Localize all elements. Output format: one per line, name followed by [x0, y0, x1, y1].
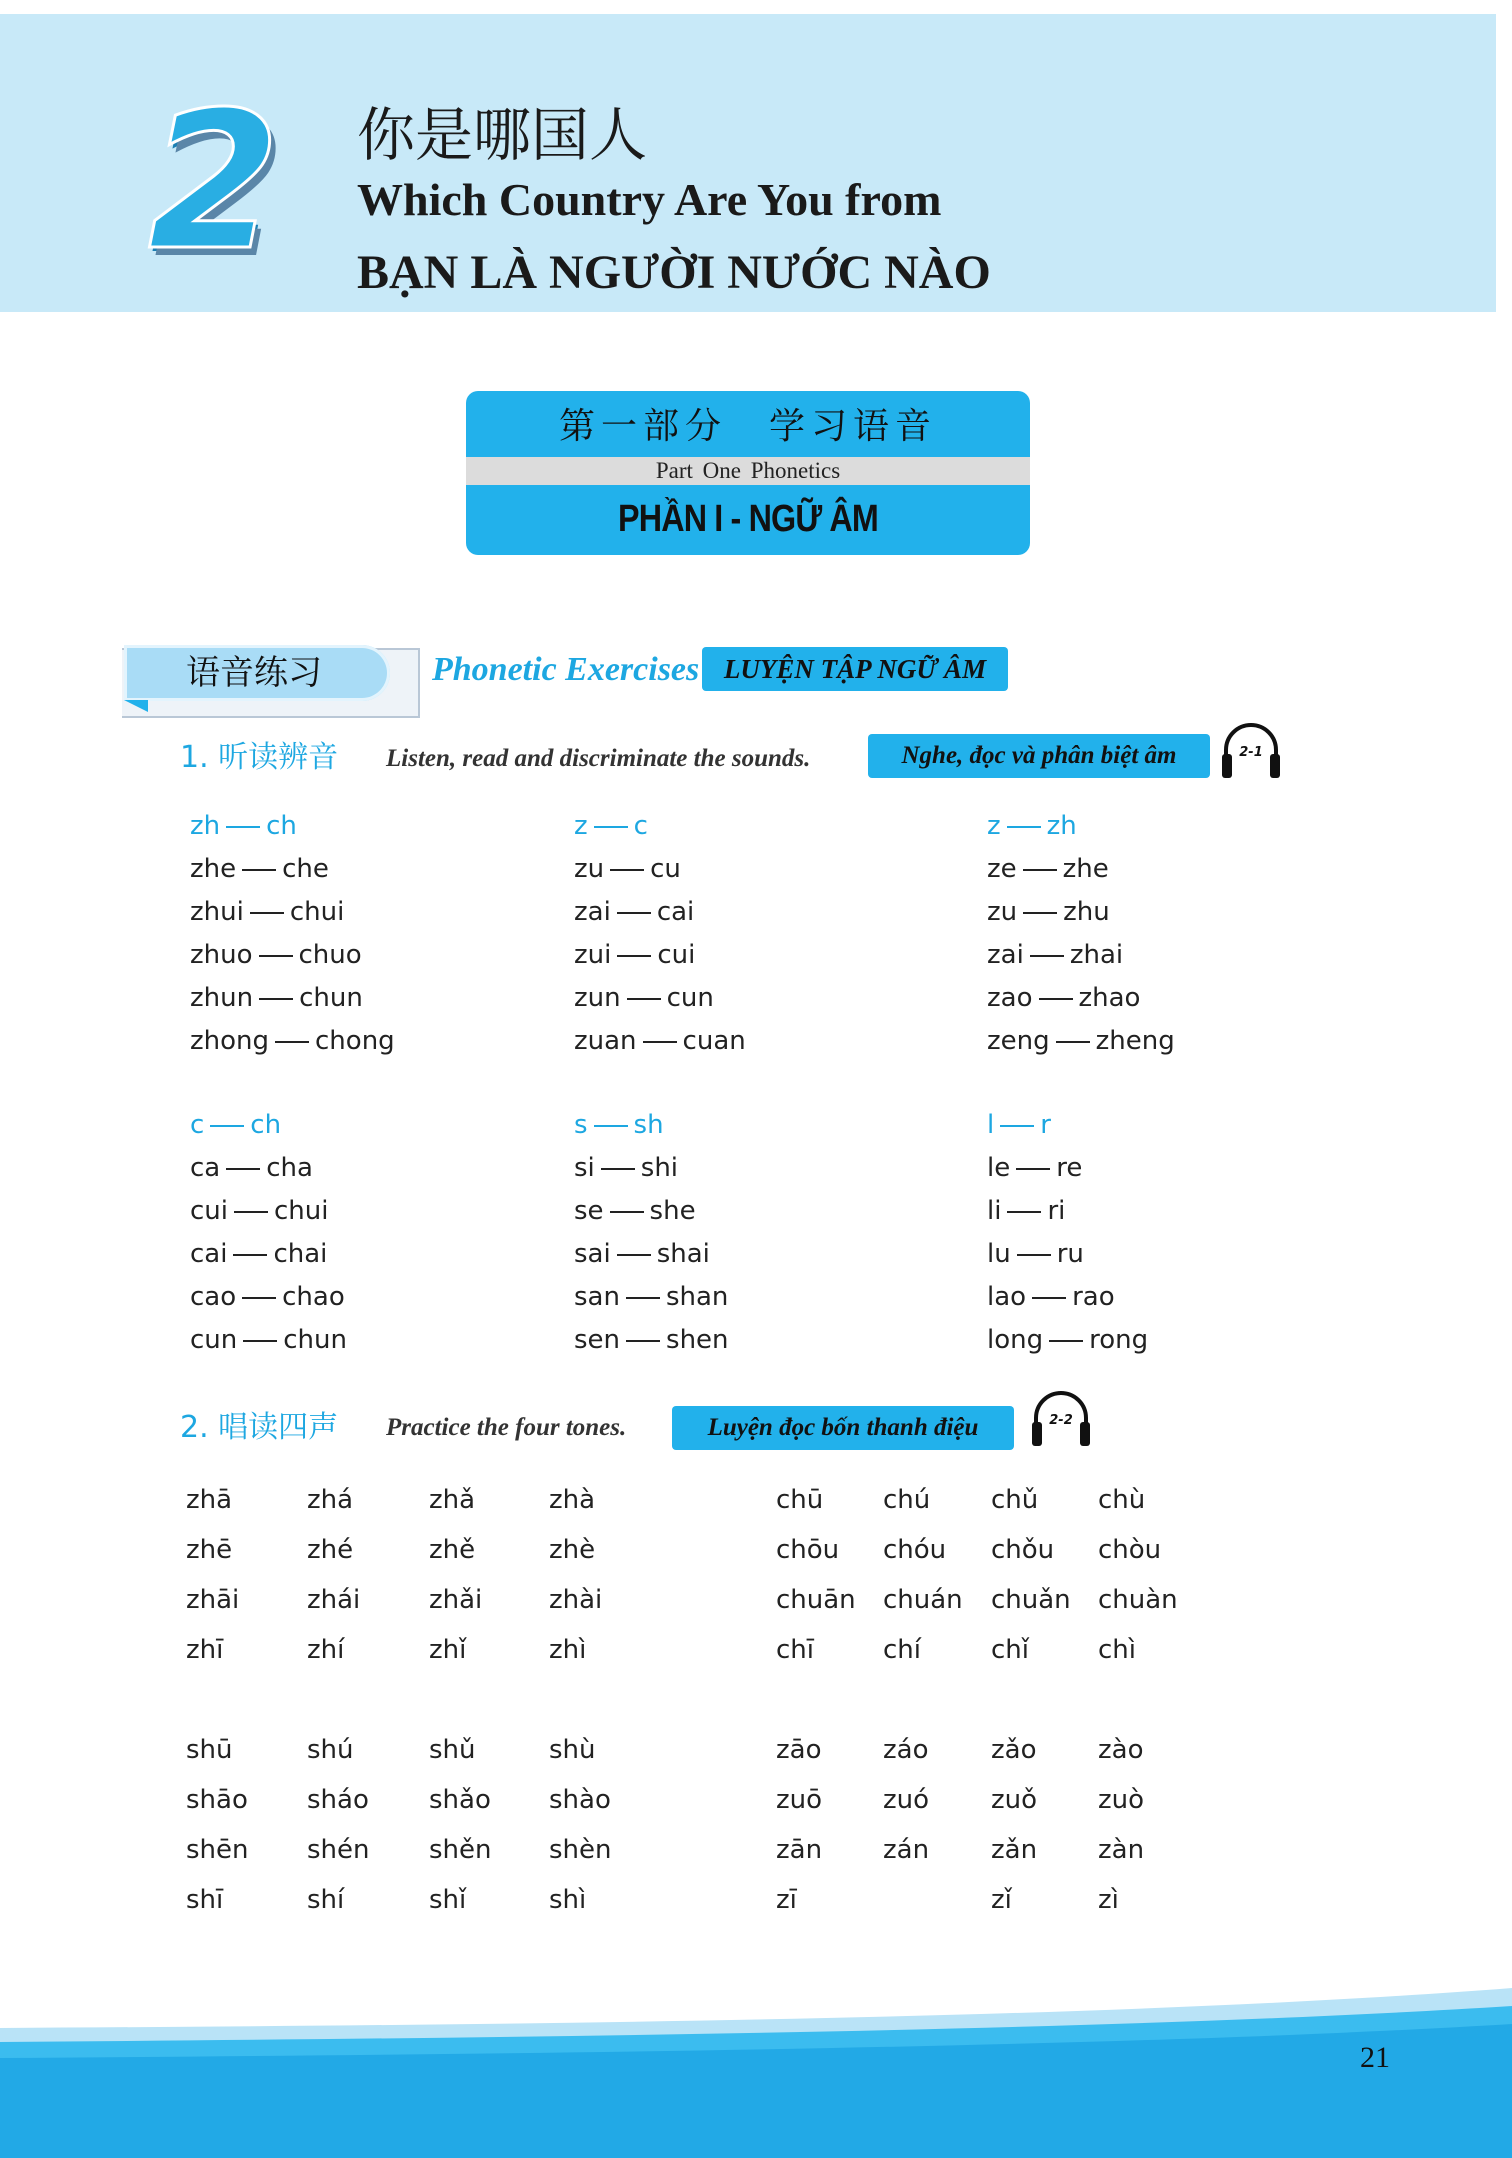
- pair-row: [987, 1319, 1367, 1362]
- tone-syllable: shèn: [549, 1835, 612, 1865]
- pair-row: [574, 848, 954, 891]
- dash-separator: [617, 955, 651, 957]
- part-band: [466, 457, 1030, 485]
- tone-syllable: shǔ: [429, 1735, 476, 1765]
- pair-row-heading: [190, 805, 570, 848]
- tone-syllable: zuò: [1098, 1785, 1145, 1815]
- pair-group: [574, 805, 954, 1063]
- section-tab-corner: [124, 700, 148, 712]
- tone-syllable: shén: [307, 1835, 370, 1865]
- dash-separator: [594, 1125, 628, 1127]
- audio-track-label: 2-1: [1239, 745, 1263, 760]
- tone-syllable: zì: [1098, 1885, 1119, 1915]
- syllable: z: [574, 811, 588, 841]
- pair-row: [574, 977, 954, 1020]
- pair-row: [574, 1319, 954, 1362]
- syllable: zai: [987, 940, 1024, 970]
- syllable: shen: [666, 1325, 729, 1355]
- pair-row: [987, 1147, 1367, 1190]
- syllable: cui: [657, 940, 696, 970]
- tone-syllable: zhǎ: [429, 1485, 476, 1515]
- tone-syllable: zuō: [776, 1785, 823, 1815]
- pair-row: [987, 1190, 1367, 1233]
- pair-group: [190, 805, 570, 1063]
- tone-syllable: chì: [1098, 1635, 1136, 1665]
- syllable: si: [574, 1153, 595, 1183]
- dash-separator: [627, 998, 661, 1000]
- page-number: 21: [1360, 2041, 1390, 2074]
- syllable: rong: [1089, 1325, 1149, 1355]
- tone-syllable: shāo: [186, 1785, 248, 1815]
- syllable: shai: [656, 1239, 710, 1269]
- syllable: long: [987, 1325, 1044, 1355]
- tone-syllable: chuān: [776, 1585, 856, 1615]
- dash-separator: [233, 1254, 267, 1256]
- tone-syllable: chǐ: [991, 1635, 1029, 1665]
- dash-separator: [1023, 912, 1057, 914]
- headphones-icon[interactable]: [1028, 1388, 1094, 1450]
- pair-row: [987, 977, 1367, 1020]
- syllable: shi: [640, 1153, 679, 1183]
- pair-group: [574, 1104, 954, 1362]
- dash-separator: [1032, 1297, 1066, 1299]
- syllable: zai: [574, 897, 611, 927]
- dash-separator: [1023, 869, 1057, 871]
- syllable: ru: [1056, 1239, 1084, 1269]
- pair-row: [574, 1147, 954, 1190]
- pair-row-heading: [190, 1104, 570, 1147]
- dash-separator: [1030, 955, 1064, 957]
- syllable: zun: [574, 983, 621, 1013]
- tone-syllable: shú: [307, 1735, 354, 1765]
- dash-separator: [242, 869, 276, 871]
- tone-syllable: záo: [883, 1735, 929, 1765]
- dash-separator: [610, 1211, 644, 1213]
- pair-row-heading: [574, 1104, 954, 1147]
- syllable: chui: [289, 897, 345, 927]
- pair-row: [574, 891, 954, 934]
- pair-row: [987, 1020, 1367, 1063]
- syllable: z: [987, 811, 1001, 841]
- syllable: zhe: [1062, 854, 1109, 884]
- tone-syllable: chú: [883, 1485, 931, 1515]
- tone-syllable: shì: [549, 1885, 587, 1915]
- syllable: chao: [282, 1282, 345, 1312]
- tone-syllable: zhí: [307, 1635, 345, 1665]
- syllable: chun: [299, 983, 363, 1013]
- syllable: sh: [633, 1110, 664, 1140]
- dash-separator: [617, 1254, 651, 1256]
- part-title-vi: PHẦN I - NGỮ ÂM: [618, 498, 878, 540]
- pair-group: [190, 1104, 570, 1362]
- part-title-cn: 第一部分 学习语音: [558, 406, 937, 447]
- dash-separator: [226, 826, 260, 828]
- tone-syllable: chī: [776, 1635, 814, 1665]
- syllable: zh: [190, 811, 221, 841]
- pair-row: [190, 1319, 570, 1362]
- pair-row: [190, 1020, 570, 1063]
- pair-group: [987, 1104, 1367, 1362]
- dash-separator: [1056, 1041, 1090, 1043]
- dash-separator: [226, 1168, 260, 1170]
- dash-separator: [259, 998, 293, 1000]
- dash-separator: [1039, 998, 1073, 1000]
- syllable: ch: [250, 1110, 282, 1140]
- tone-syllable: zán: [883, 1835, 930, 1865]
- syllable: zhai: [1069, 940, 1124, 970]
- syllable: zhui: [190, 897, 244, 927]
- section-title-cn: 语音练习: [186, 653, 322, 693]
- tone-syllable: chōu: [776, 1535, 840, 1565]
- tone-syllable: zhē: [186, 1535, 233, 1565]
- tone-syllable: zhāi: [186, 1585, 240, 1615]
- syllable: cun: [666, 983, 714, 1013]
- part-title-en: Part One Phonetics: [655, 458, 841, 483]
- tone-syllable: chǒu: [991, 1535, 1055, 1565]
- exercise2-title-cn: 2. 唱读四声: [180, 1410, 339, 1445]
- tone-syllable: chí: [883, 1635, 921, 1665]
- part-box: [466, 391, 1030, 555]
- chapter-title-en: Which Country Are You from: [357, 174, 942, 225]
- tone-syllable: zhǐ: [429, 1635, 467, 1665]
- dash-separator: [626, 1340, 660, 1342]
- tone-syllable: zàn: [1098, 1835, 1145, 1865]
- tone-syllable: zhì: [549, 1635, 587, 1665]
- syllable: cu: [650, 854, 681, 884]
- tone-syllable: zhá: [307, 1485, 354, 1515]
- syllable: rao: [1072, 1282, 1115, 1312]
- tone-syllable: shù: [549, 1735, 596, 1765]
- tone-syllable: zào: [1098, 1735, 1144, 1765]
- dash-separator: [1000, 1125, 1034, 1127]
- pair-row: [190, 1147, 570, 1190]
- syllable: cuan: [682, 1026, 746, 1056]
- pair-row: [987, 934, 1367, 977]
- tone-syllable: shào: [549, 1785, 611, 1815]
- dash-separator: [1007, 1211, 1041, 1213]
- audio-track-label: 2-2: [1049, 1413, 1073, 1428]
- pair-row: [574, 934, 954, 977]
- pair-row: [190, 1190, 570, 1233]
- tone-syllable: chǔ: [991, 1485, 1039, 1515]
- tone-syllable: chóu: [883, 1535, 947, 1565]
- syllable: ca: [190, 1153, 221, 1183]
- pair-row: [987, 1276, 1367, 1319]
- syllable: sai: [574, 1239, 611, 1269]
- chapter-number: 2: [148, 71, 281, 292]
- syllable: zu: [987, 897, 1018, 927]
- syllable: cai: [190, 1239, 228, 1269]
- dash-separator: [1007, 826, 1041, 828]
- dash-separator: [259, 955, 293, 957]
- chapter-title-cn: 你是哪国人: [357, 101, 648, 169]
- syllable: zhao: [1078, 983, 1141, 1013]
- tone-syllable: shū: [186, 1735, 233, 1765]
- pair-row: [987, 891, 1367, 934]
- tone-syllable: shěn: [429, 1835, 492, 1865]
- dash-separator: [243, 1340, 277, 1342]
- tone-syllable: zī: [776, 1885, 797, 1915]
- syllable: lao: [987, 1282, 1027, 1312]
- exercise1-title-vi: Nghe, đọc và phân biệt âm: [868, 734, 1210, 778]
- syllable: cui: [190, 1196, 228, 1226]
- syllable: zui: [574, 940, 612, 970]
- tone-syllable: shǐ: [429, 1885, 467, 1915]
- tone-syllable: zhè: [549, 1535, 596, 1565]
- tone-syllable: chòu: [1098, 1535, 1162, 1565]
- syllable: zuan: [574, 1026, 637, 1056]
- syllable: zheng: [1095, 1026, 1175, 1056]
- syllable: ri: [1047, 1196, 1066, 1226]
- dash-separator: [250, 912, 284, 914]
- exercise2-title-en: Practice the four tones.: [386, 1414, 627, 1441]
- syllable: chong: [315, 1026, 395, 1056]
- pair-group: [987, 805, 1367, 1063]
- pair-row: [574, 1020, 954, 1063]
- syllable: sen: [574, 1325, 621, 1355]
- dash-separator: [242, 1297, 276, 1299]
- syllable: zhun: [190, 983, 254, 1013]
- tone-syllable: zuǒ: [991, 1785, 1038, 1815]
- dash-separator: [1016, 1168, 1050, 1170]
- dash-separator: [1049, 1340, 1083, 1342]
- tone-syllable: zān: [776, 1835, 823, 1865]
- dash-separator: [234, 1211, 268, 1213]
- syllable: c: [633, 811, 648, 841]
- tone-syllable: zhǎi: [429, 1585, 483, 1615]
- pair-row: [190, 977, 570, 1020]
- tone-syllable: zhī: [186, 1635, 224, 1665]
- tone-syllable: zhě: [429, 1535, 476, 1565]
- syllable: shan: [665, 1282, 729, 1312]
- syllable: l: [987, 1110, 995, 1140]
- dash-separator: [610, 869, 644, 871]
- section-title-en: Phonetic Exercises: [432, 651, 700, 688]
- pair-row: [190, 891, 570, 934]
- syllable: s: [574, 1110, 588, 1140]
- dash-separator: [617, 912, 651, 914]
- pair-row-heading: [987, 805, 1367, 848]
- syllable: zhong: [190, 1026, 270, 1056]
- tone-syllable: zhé: [307, 1535, 354, 1565]
- tone-syllable: zhā: [186, 1485, 233, 1515]
- syllable: zhe: [190, 854, 237, 884]
- syllable: zao: [987, 983, 1033, 1013]
- syllable: cun: [190, 1325, 238, 1355]
- syllable: ch: [266, 811, 297, 841]
- pair-row-heading: [987, 1104, 1367, 1147]
- syllable: le: [987, 1153, 1011, 1183]
- syllable: che: [282, 854, 329, 884]
- syllable: cao: [190, 1282, 237, 1312]
- dash-separator: [275, 1041, 309, 1043]
- tone-syllable: zǎo: [991, 1735, 1037, 1765]
- syllable: zh: [1046, 811, 1077, 841]
- syllable: lu: [987, 1239, 1011, 1269]
- pair-row: [574, 1276, 954, 1319]
- dash-separator: [210, 1125, 244, 1127]
- syllable: chai: [273, 1239, 328, 1269]
- tone-syllable: shī: [186, 1885, 224, 1915]
- pair-row: [987, 848, 1367, 891]
- exercise1-title-en: Listen, read and discriminate the sounds.: [386, 745, 811, 772]
- dash-separator: [601, 1168, 635, 1170]
- tone-syllable: zǐ: [991, 1885, 1012, 1915]
- pair-row: [190, 1233, 570, 1276]
- tone-syllable: chuàn: [1098, 1585, 1178, 1615]
- pair-row: [190, 848, 570, 891]
- tone-syllable: zhà: [549, 1485, 596, 1515]
- tone-syllable: shí: [307, 1885, 345, 1915]
- syllable: cai: [656, 897, 695, 927]
- dash-separator: [626, 1297, 660, 1299]
- syllable: c: [190, 1110, 205, 1140]
- tone-syllable: zuó: [883, 1785, 930, 1815]
- syllable: r: [1040, 1110, 1051, 1140]
- syllable: zu: [574, 854, 605, 884]
- pair-row: [574, 1233, 954, 1276]
- section-title-vi: LUYỆN TẬP NGỮ ÂM: [702, 647, 1008, 691]
- syllable: li: [987, 1196, 1002, 1226]
- pair-row: [987, 1233, 1367, 1276]
- syllable: chun: [283, 1325, 347, 1355]
- chapter-title-vi: BẠN LÀ NGƯỜI NƯỚC NÀO: [357, 246, 991, 299]
- tone-syllable: shǎo: [429, 1785, 491, 1815]
- dash-separator: [594, 826, 628, 828]
- syllable: ze: [987, 854, 1017, 884]
- syllable: zeng: [987, 1026, 1050, 1056]
- syllable: cha: [266, 1153, 313, 1183]
- tone-syllable: chuǎn: [991, 1585, 1071, 1615]
- syllable: chuo: [298, 940, 362, 970]
- pair-row: [190, 934, 570, 977]
- tone-syllable: shēn: [186, 1835, 249, 1865]
- tone-syllable: zhài: [549, 1585, 603, 1615]
- syllable: chui: [274, 1196, 329, 1226]
- syllable: she: [649, 1196, 696, 1226]
- dash-separator: [643, 1041, 677, 1043]
- exercise2-title-vi: Luyện đọc bốn thanh điệu: [672, 1406, 1014, 1450]
- syllable: zhuo: [190, 940, 253, 970]
- tone-syllable: zāo: [776, 1735, 822, 1765]
- footer-wave: [0, 1980, 1512, 2158]
- tone-syllable: zǎn: [991, 1835, 1038, 1865]
- headphones-icon[interactable]: [1218, 720, 1284, 782]
- pair-row: [574, 1190, 954, 1233]
- syllable: san: [574, 1282, 620, 1312]
- syllable: re: [1056, 1153, 1083, 1183]
- dash-separator: [1017, 1254, 1051, 1256]
- tone-syllable: chuán: [883, 1585, 963, 1615]
- tone-syllable: chù: [1098, 1485, 1146, 1515]
- tone-syllable: chū: [776, 1485, 824, 1515]
- tone-syllable: zhái: [307, 1585, 361, 1615]
- pair-row: [190, 1276, 570, 1319]
- syllable: se: [574, 1196, 604, 1226]
- tone-syllable: sháo: [307, 1785, 369, 1815]
- exercise1-title-cn: 1. 听读辨音: [180, 740, 339, 775]
- pair-row-heading: [574, 805, 954, 848]
- syllable: zhu: [1063, 897, 1110, 927]
